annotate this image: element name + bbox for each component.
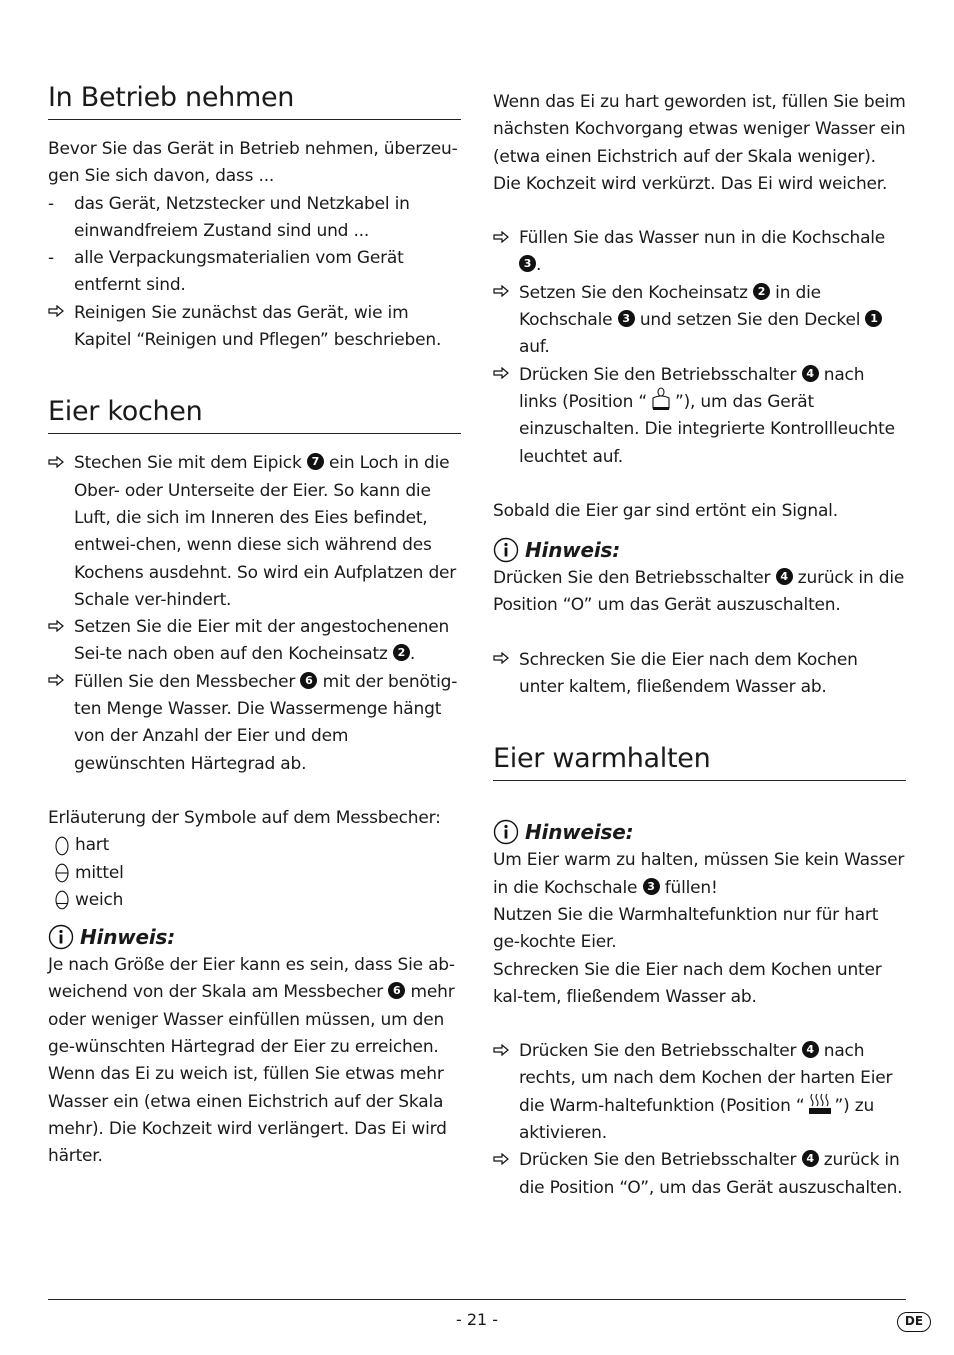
section-title-eier-kochen: Eier kochen [48,394,461,434]
list-item [48,191,461,246]
keep-warm-icon [805,1090,835,1116]
symbol-row-hart [48,832,461,859]
note-text: Um Eier warm zu halten, müssen Sie kein Wasser in die Kochschale [493,850,905,898]
part-number-badge: 6 [300,672,317,689]
symbols-intro: Erläuterung der Symbole auf dem Messbecher: [48,807,441,828]
symbol-row-mittel [48,860,461,887]
arrow-right-icon [48,614,74,641]
step-text: Drücken Sie den Betriebsschalter [519,364,797,385]
section-title-in-betrieb-nehmen: In Betrieb nehmen [48,80,461,120]
step-text: auf. [519,337,550,358]
part-number-badge: 4 [776,568,793,585]
note-title: Hinweis: [525,538,621,563]
part-number-badge: 3 [618,310,635,327]
arrow-right-icon [493,647,519,674]
part-number-badge: 7 [307,453,324,470]
step-item [48,450,461,614]
step-text: . [536,255,542,276]
step-text: Füllen Sie den Messbecher [74,671,296,692]
step-item [493,225,906,280]
symbol-label: hart [75,835,110,856]
step-item [493,1038,906,1147]
symbol-row-weich [48,887,461,914]
info-circle-icon [48,924,74,950]
step-text: ein Loch in die Ober- oder Unterseite der Eier. So kann die Luft, die sich im Inneren des Eies befindet, entwei-chen, wenn diese sich während des Kochens ausdehnt. So wird ein Aufplatzen der Schale ver-hindert. [74,453,457,610]
step-text: Schrecken Sie die Eier nach dem Kochen unter kaltem, fließendem Wasser ab. [519,649,858,698]
egg-icon [55,836,69,856]
language-badge: DE [897,1312,931,1332]
part-number-badge: 3 [643,878,660,895]
page-number: - 21 - [455,1310,499,1329]
dash-marker: - [48,193,54,214]
note-text: Je nach Größe der Eier kann es sein, dass Sie ab-weichend von der Skala am Messbecher [48,955,455,1003]
cooking-pot-icon [647,386,675,412]
step-text: ”), um das Gerät einzuschalten. Die integrierte Kontrollleuchte leuchtet auf. [519,391,895,467]
note-text: zurück in die Position “O” um das Gerät auszuschalten. [493,568,905,616]
step-item [493,1147,906,1202]
part-number-badge: 2 [393,644,410,661]
part-number-badge: 4 [802,1041,819,1058]
arrow-right-icon [48,669,74,696]
step-text: nach links (Position “ [519,364,865,412]
part-number-badge: 1 [865,310,882,327]
signal-text: Sobald die Eier gar sind ertönt ein Signal. [493,500,838,521]
step-text: mit der benötig-ten Menge Wasser. Die Wassermenge hängt von der Anzahl der Eier und dem gewünschten Härtegrad ab. [74,671,458,774]
left-column [48,80,461,1171]
note-text: Nutzen Sie die Warmhaltefunktion nur für hart ge-kochte Eier. [493,904,879,953]
note-title: Hinweise: [525,820,634,845]
note-text: Drücken Sie den Betriebsschalter [493,568,771,589]
paragraph: Wenn das Ei zu hart geworden ist, füllen Sie beim nächsten Kochvorgang etwas weniger Wasser ein (etwa einen Eichstrich auf der Skala weniger). Die Kochzeit wird verkürzt. Das Ei wird weicher. [493,92,906,194]
dash-marker: - [48,248,54,269]
note-heading [493,817,906,847]
step-text: Setzen Sie die Eier mit der angestochenenen Sei-te nach oben auf den Kocheinsatz [74,617,450,665]
info-circle-icon [493,537,519,563]
arrow-right-icon [493,1147,519,1174]
note-text: Wenn das Ei zu weich ist, füllen Sie etwas mehr Wasser ein (etwa einen Eichstrich auf der Skala mehr). Die Kochzeit wird verlängert. Das Ei wird härter. [48,1064,447,1167]
step-text: und setzen Sie den Deckel [639,310,861,331]
step-item [48,669,461,778]
part-number-badge: 6 [388,982,405,999]
list-item [48,245,461,300]
step-item [493,362,906,471]
part-number-badge: 4 [802,1150,819,1167]
bullet-text: das Gerät, Netzstecker und Netzkabel in einwandfreiem Zustand sind und ... [74,193,410,241]
note-title: Hinweis: [80,925,176,950]
note-text: Schrecken Sie die Eier nach dem Kochen unter kal-tem, fließendem Wasser ab. [493,959,882,1007]
arrow-right-icon [493,225,519,252]
step-text: ”) zu aktivieren. [519,1095,875,1144]
part-number-badge: 2 [753,283,770,300]
section-title-eier-warmhalten: Eier warmhalten [493,741,906,781]
bullet-text: alle Verpackungsmaterialien vom Gerät entfernt sind. [74,248,404,296]
step-text: in die Kochschale [519,282,821,331]
arrow-right-icon [493,280,519,307]
step-item [493,647,906,702]
symbol-label: weich [75,889,124,910]
note-heading [48,922,461,952]
step-item [493,280,906,362]
step-text: Füllen Sie das Wasser nun in die Kochschale [519,228,886,249]
step-text: Drücken Sie den Betriebsschalter [519,1041,797,1062]
step-text: nach rechts, um nach dem Kochen der harten Eier die Warm-haltefunktion (Position “ [519,1041,893,1116]
step-item [48,300,461,355]
part-number-badge: 3 [519,255,536,272]
note-heading [493,535,906,565]
step-item [48,614,461,669]
right-column [493,89,906,1202]
step-text: Drücken Sie den Betriebsschalter [519,1150,797,1171]
intro-paragraph: Bevor Sie das Gerät in Betrieb nehmen, überzeu-gen Sie sich davon, dass ... [48,139,458,187]
footer-divider [48,1299,906,1300]
egg-icon [55,890,69,910]
arrow-right-icon [493,1038,519,1065]
arrow-right-icon [493,362,519,389]
egg-icon [55,863,69,883]
note-text: füllen! [664,877,718,898]
arrow-right-icon [48,450,74,477]
step-text: Setzen Sie den Kocheinsatz [519,282,748,303]
step-text: zurück in die Position “O”, um das Gerät auszuschalten. [519,1150,903,1198]
step-text: Reinigen Sie zunächst das Gerät, wie im Kapitel “Reinigen und Pflegen” beschrieben. [74,302,442,351]
step-text: . [409,644,416,665]
note-text: mehr oder weniger Wasser einfüllen müssen, um den ge-wünschten Härtegrad der Eier zu erreichen. [48,982,455,1058]
part-number-badge: 4 [802,365,819,382]
step-text: Stechen Sie mit dem Eipick [74,453,302,474]
arrow-right-icon [48,300,74,327]
info-circle-icon [493,819,519,845]
symbol-label: mittel [75,862,124,883]
